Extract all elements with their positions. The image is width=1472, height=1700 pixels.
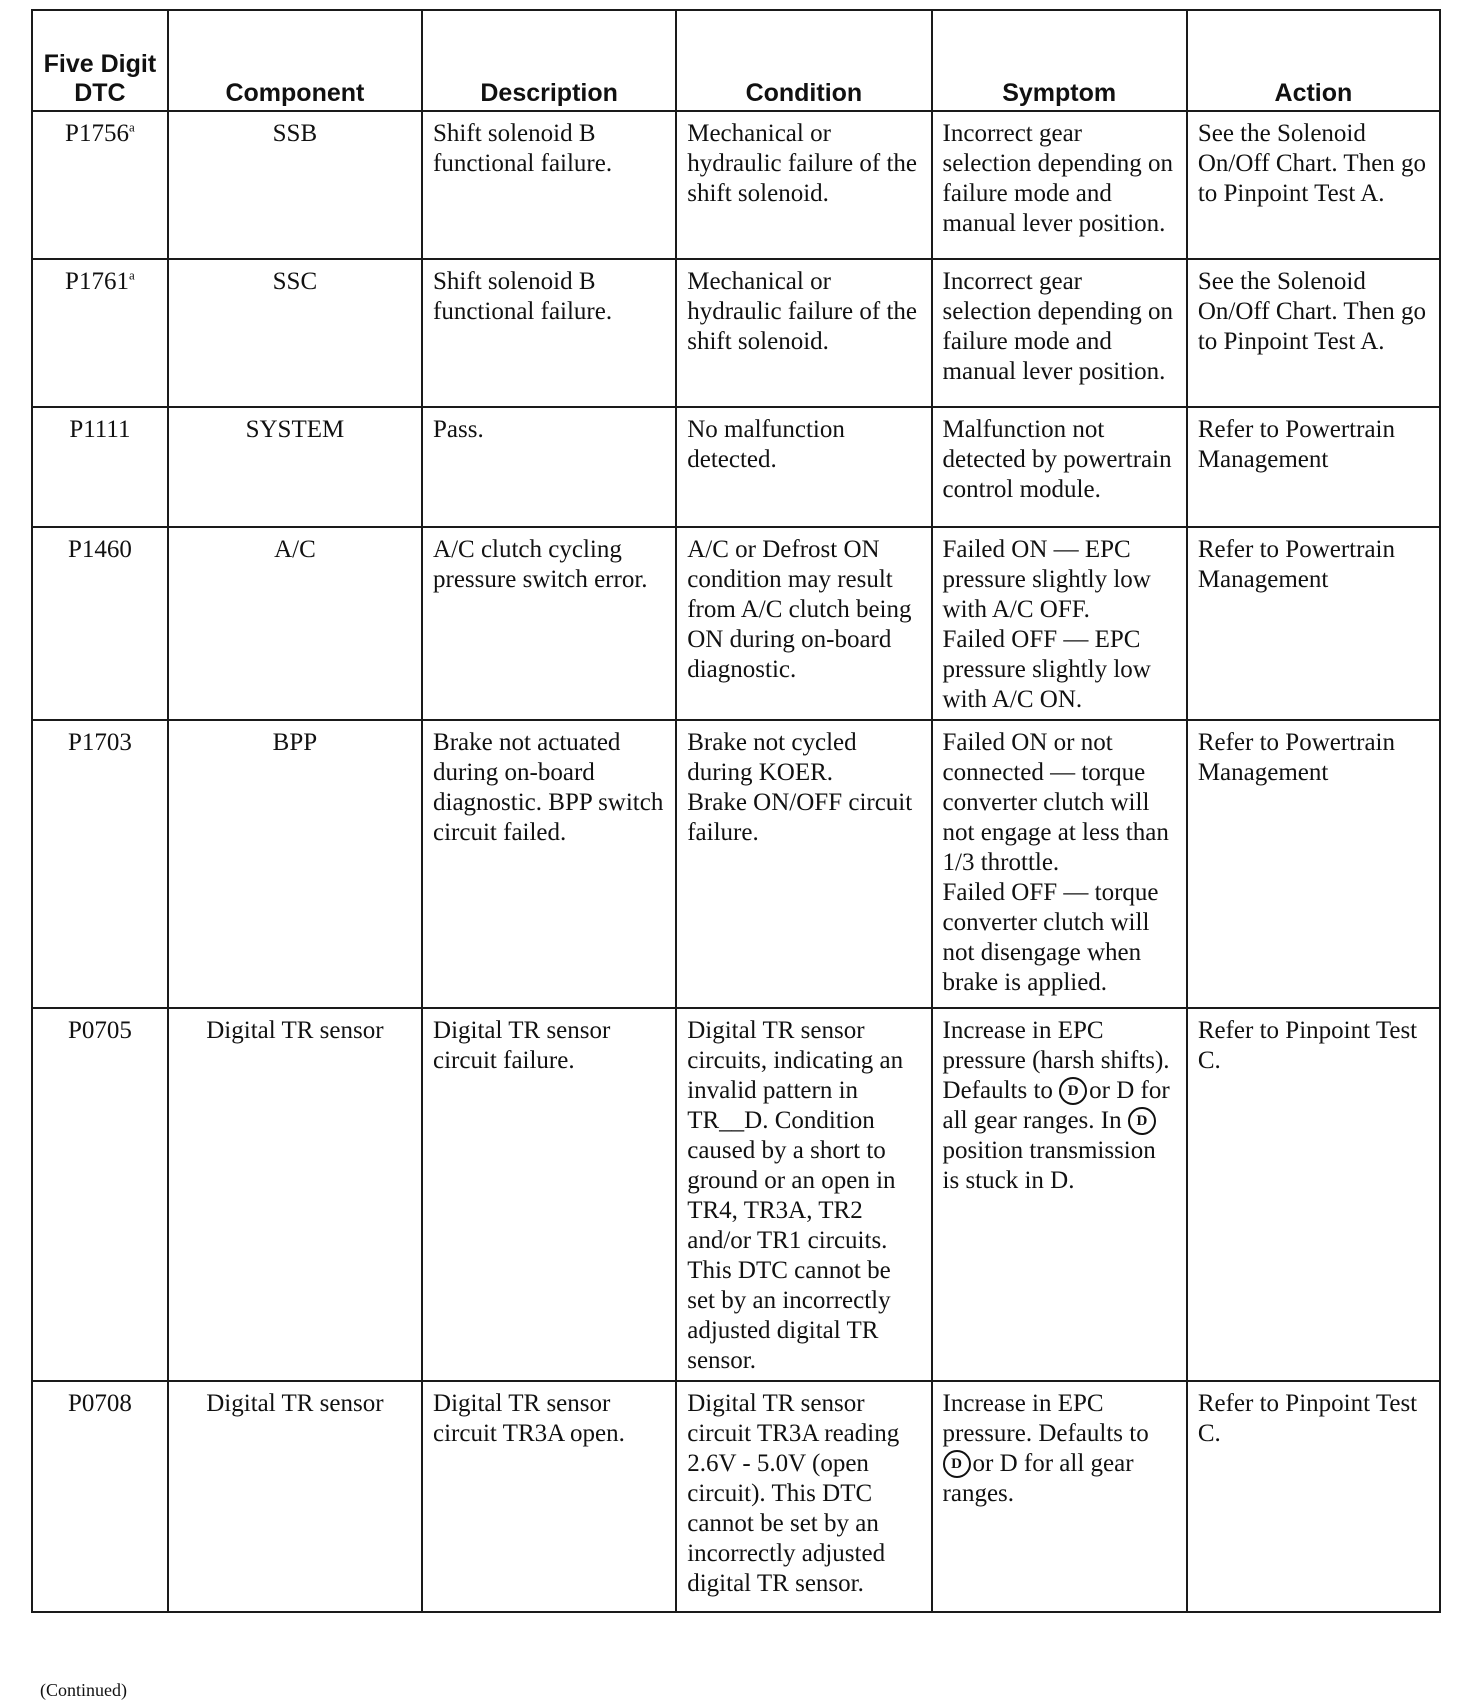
description-cell: Shift solenoid B functional failure. bbox=[422, 259, 676, 407]
dtc-cell bbox=[32, 1381, 168, 1612]
action-cell: Refer to Powertrain Management bbox=[1187, 407, 1440, 527]
component-cell: BPP bbox=[168, 720, 422, 1008]
dtc-cell bbox=[32, 720, 168, 1008]
table-row bbox=[32, 111, 1440, 259]
symptom-line: Failed OFF — EPC pressure slightly low with A/C ON. bbox=[942, 626, 1151, 713]
symptom-cell bbox=[932, 1008, 1187, 1381]
dtc-table bbox=[31, 9, 1441, 1613]
action-cell: Refer to Powertrain Management bbox=[1187, 527, 1440, 720]
condition-cell: A/C or Defrost ON condition may result from A/C clutch being ON during on-board diagnostic. bbox=[676, 527, 931, 720]
condition-cell: Mechanical or hydraulic failure of the shift solenoid. bbox=[676, 259, 931, 407]
symptom-text: Increase in EPC pressure (harsh shifts). Defaults to bbox=[942, 1017, 1170, 1104]
dtc-code: P0705 bbox=[67, 1017, 132, 1044]
symptom-cell bbox=[932, 1381, 1187, 1612]
dtc-cell bbox=[32, 407, 168, 527]
continued-note: (Continued) bbox=[40, 1680, 127, 1700]
symptom-line: Failed ON — EPC pressure slightly low with A/C OFF. bbox=[942, 536, 1151, 623]
header-description: Description bbox=[422, 10, 676, 111]
action-cell: Refer to Pinpoint Test C. bbox=[1187, 1381, 1440, 1612]
symptom-line: Failed ON or not connected — torque converter clutch will not engage at less than 1/3 throttle. bbox=[942, 729, 1169, 876]
action-cell: See the Solenoid On/Off Chart. Then go to Pinpoint Test A. bbox=[1187, 111, 1440, 259]
dtc-code: P1703 bbox=[67, 729, 132, 756]
action-cell: See the Solenoid On/Off Chart. Then go to Pinpoint Test A. bbox=[1187, 259, 1440, 407]
condition-cell: Mechanical or hydraulic failure of the shift solenoid. bbox=[676, 111, 931, 259]
description-cell: Brake not actuated during on-board diagnostic. BPP switch circuit failed. bbox=[422, 720, 676, 1008]
description-cell: A/C clutch cycling pressure switch error. bbox=[422, 527, 676, 720]
symptom-cell: Incorrect gear selection depending on failure mode and manual lever position. bbox=[932, 111, 1187, 259]
table-row bbox=[32, 1008, 1440, 1381]
table-row bbox=[32, 259, 1440, 407]
condition-cell: Digital TR sensor circuits, indicating an invalid pattern in TR__D. Condition caused by a short to ground or an open in TR4, TR3A, TR2 and/or TR1 circuits. This DTC cannot be set by an incorrectly adjusted digital TR sensor. bbox=[676, 1008, 931, 1381]
component-cell: SSB bbox=[168, 111, 422, 259]
dtc-cell bbox=[32, 259, 168, 407]
header-action: Action bbox=[1187, 10, 1440, 111]
description-cell: Shift solenoid B functional failure. bbox=[422, 111, 676, 259]
table-row bbox=[32, 720, 1440, 1008]
symptom-cell bbox=[932, 720, 1187, 1008]
action-cell: Refer to Powertrain Management bbox=[1187, 720, 1440, 1008]
overdrive-circle-icon: D bbox=[1059, 1077, 1087, 1105]
dtc-code: P0708 bbox=[67, 1390, 132, 1417]
component-cell: Digital TR sensor bbox=[168, 1008, 422, 1381]
component-cell: Digital TR sensor bbox=[168, 1381, 422, 1612]
condition-cell: No malfunction detected. bbox=[676, 407, 931, 527]
component-cell: A/C bbox=[168, 527, 422, 720]
condition-cell: Digital TR sensor circuit TR3A reading 2.6V - 5.0V (open circuit). This DTC cannot be set by an incorrectly adjusted digital TR sensor. bbox=[676, 1381, 931, 1612]
condition-line: Brake not cycled during KOER. bbox=[687, 729, 857, 786]
condition-line: Brake ON/OFF circuit failure. bbox=[687, 789, 913, 846]
symptom-cell bbox=[932, 527, 1187, 720]
header-condition: Condition bbox=[676, 10, 931, 111]
header-component: Component bbox=[168, 10, 422, 111]
description-cell: Digital TR sensor circuit failure. bbox=[422, 1008, 676, 1381]
table-row bbox=[32, 407, 1440, 527]
overdrive-circle-icon: D bbox=[943, 1450, 971, 1478]
component-cell: SYSTEM bbox=[168, 407, 422, 527]
component-cell: SSC bbox=[168, 259, 422, 407]
footnote-marker: a bbox=[128, 267, 135, 283]
table-row bbox=[32, 1381, 1440, 1612]
dtc-code: P1761 bbox=[65, 268, 129, 295]
symptom-cell: Malfunction not detected by powertrain control module. bbox=[932, 407, 1187, 527]
symptom-text: or D for all gear ranges. In bbox=[942, 1077, 1170, 1134]
dtc-code: P1111 bbox=[69, 416, 131, 443]
symptom-cell: Incorrect gear selection depending on failure mode and manual lever position. bbox=[932, 259, 1187, 407]
symptom-line: Failed OFF — torque converter clutch will not disengage when brake is applied. bbox=[942, 879, 1159, 996]
symptom-text: Increase in EPC pressure. Defaults to bbox=[942, 1390, 1149, 1447]
description-cell: Digital TR sensor circuit TR3A open. bbox=[422, 1381, 676, 1612]
symptom-text: position transmission is stuck in D. bbox=[942, 1137, 1156, 1194]
symptom-text: or D for all gear ranges. bbox=[942, 1450, 1134, 1507]
dtc-cell bbox=[32, 111, 168, 259]
dtc-code: P1756 bbox=[65, 120, 129, 147]
table-row bbox=[32, 527, 1440, 720]
footnote-marker: a bbox=[128, 119, 135, 135]
condition-cell bbox=[676, 720, 931, 1008]
dtc-cell bbox=[32, 1008, 168, 1381]
action-cell: Refer to Pinpoint Test C. bbox=[1187, 1008, 1440, 1381]
overdrive-circle-icon: D bbox=[1128, 1107, 1156, 1135]
header-dtc: Five Digit DTC bbox=[32, 10, 168, 111]
dtc-cell bbox=[32, 527, 168, 720]
dtc-code: P1460 bbox=[67, 536, 132, 563]
header-row bbox=[32, 10, 1440, 111]
header-symptom: Symptom bbox=[932, 10, 1187, 111]
description-cell: Pass. bbox=[422, 407, 676, 527]
